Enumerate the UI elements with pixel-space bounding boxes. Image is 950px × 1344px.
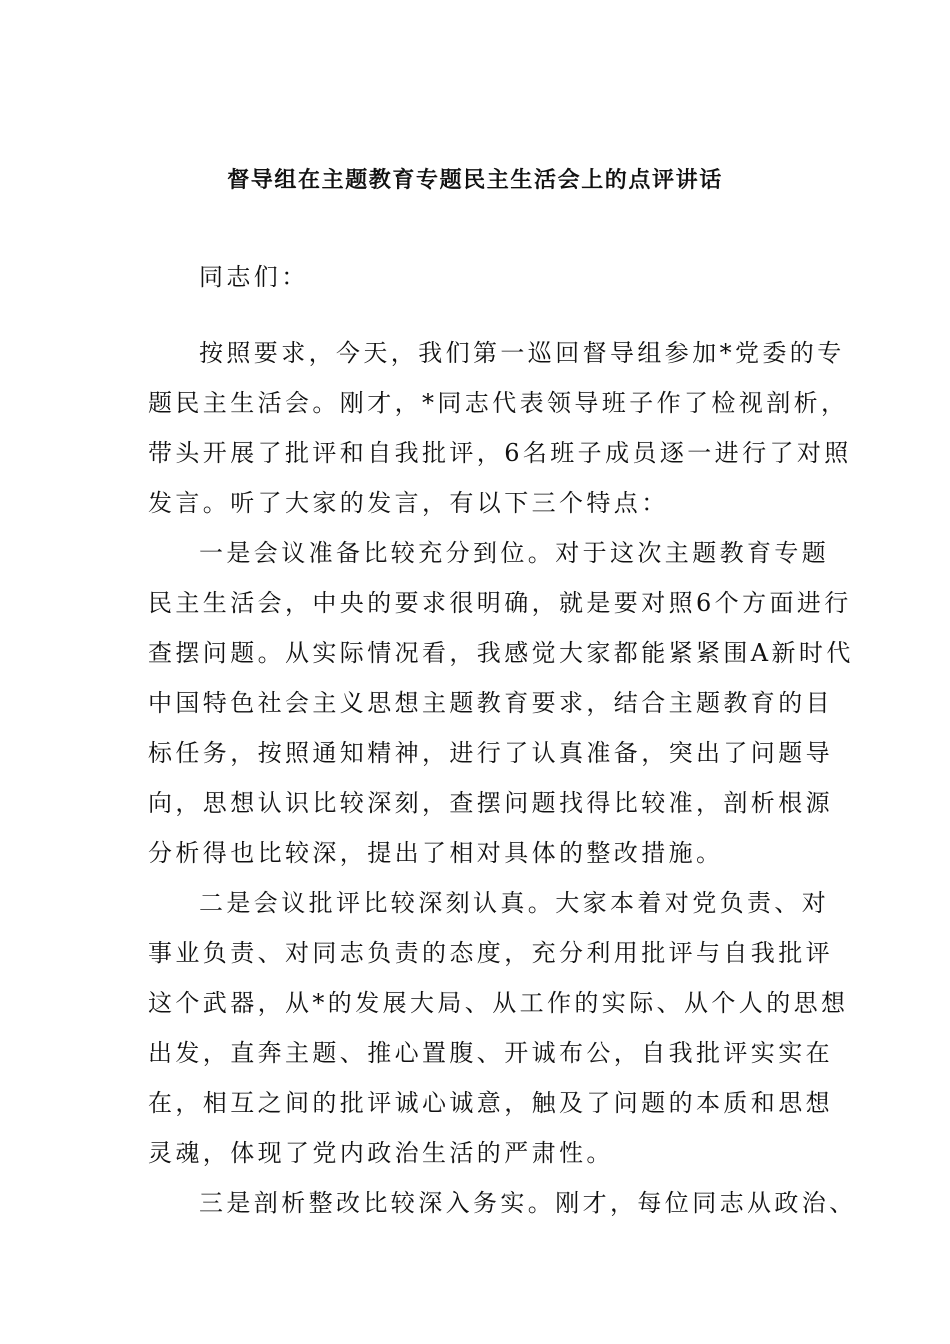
- paragraph: [148, 878, 848, 1178]
- paragraph-line: 三是剖析整改比较深入务实。刚才，每位同志从政治、: [199, 1189, 857, 1217]
- paragraph-line: 民主生活会，中央的要求很明确，就是要对照6个方面进行: [148, 589, 852, 617]
- paragraph-line: 按照要求，今天，我们第一巡回督导组参加*党委的专: [199, 339, 845, 367]
- paragraph-line: 查摆问题。从实际情况看，我感觉大家都能紧紧围A新时代: [148, 639, 854, 667]
- paragraph-line: 灵魂，体现了党内政治生活的严肃性。: [148, 1139, 614, 1167]
- salutation: 同志们：: [199, 263, 309, 291]
- paragraph-line: 题民主生活会。刚才，*同志代表领导班子作了检视剖析，: [148, 389, 849, 417]
- paragraph-line: 中国特色社会主义思想主题教育要求，结合主题教育的目: [148, 689, 833, 717]
- document-body: [148, 252, 857, 1228]
- paragraph-line: 标任务，按照通知精神，进行了认真准备，突出了问题导: [148, 739, 833, 767]
- paragraph-line: 事业负责、对同志负责的态度，充分利用批评与自我批评: [148, 939, 833, 967]
- paragraph: [148, 1178, 857, 1228]
- paragraph: [148, 528, 854, 878]
- document-title: 督导组在主题教育专题民主生活会上的点评讲话: [227, 167, 723, 193]
- paragraphs: [148, 328, 857, 1228]
- paragraph-line: 发言。听了大家的发言，有以下三个特点：: [148, 489, 669, 517]
- paragraph-line: 在，相互之间的批评诚心诚意，触及了问题的本质和思想: [148, 1089, 833, 1117]
- paragraph: [148, 328, 852, 528]
- paragraph-line: 向，思想认识比较深刻，查摆问题找得比较准，剖析根源: [148, 789, 833, 817]
- paragraph-line: 分析得也比较深，提出了相对具体的整改措施。: [148, 839, 724, 867]
- paragraph-line: 出发，直奔主题、推心置腹、开诚布公，自我批评实实在: [148, 1039, 833, 1067]
- paragraph-line: 带头开展了批评和自我批评，6名班子成员逐一进行了对照: [148, 439, 852, 467]
- paragraph-line: 一是会议准备比较充分到位。对于这次主题教育专题: [199, 539, 830, 567]
- paragraph-line: 二是会议批评比较深刻认真。大家本着对党负责、对: [199, 889, 830, 917]
- paragraph-line: 这个武器，从*的发展大局、从工作的实际、从个人的思想: [148, 989, 849, 1017]
